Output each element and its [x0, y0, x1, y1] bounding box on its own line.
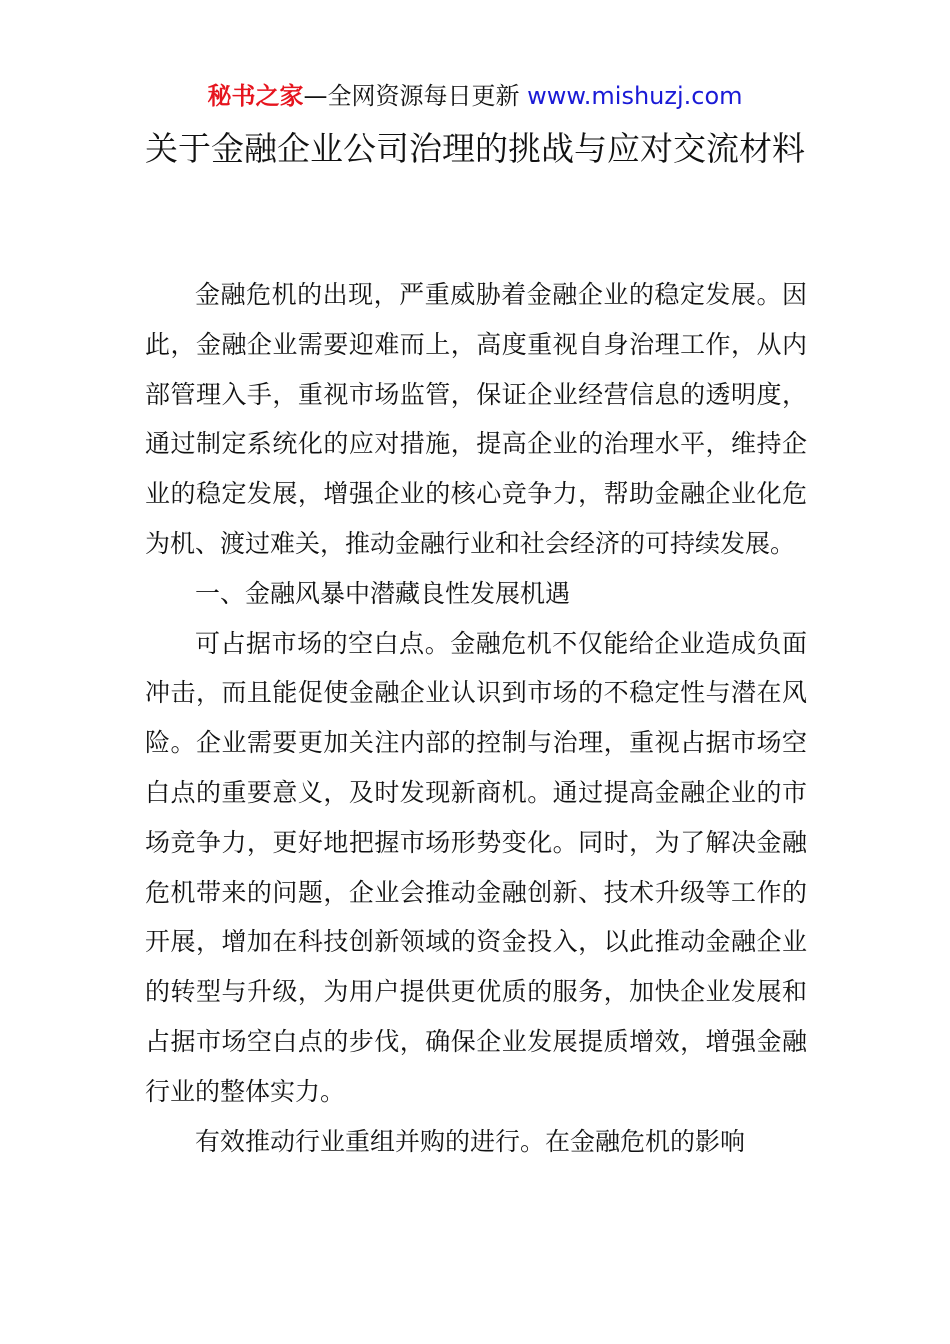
paragraph-intro: 金融危机的出现，严重威胁着金融企业的稳定发展。因此，金融企业需要迎难而上，高度重视自身治理工作，从内部管理入手，重视市场监管，保证企业经营信息的透明度，通过制定系统化的应对措施，提高企业的治理水平，维持企业的稳定发展，增强企业的核心竞争力，帮助金融企业化危为机、渡过难关，推动金融行业和社会经济的可持续发展。	[145, 280, 807, 558]
site-header	[0, 80, 950, 112]
brand-name: 秘书之家	[207, 82, 304, 110]
site-url[interactable]: www.mishuzj.com	[527, 82, 743, 110]
document-body	[145, 270, 807, 1166]
header-tagline: —全网资源每日更新	[303, 82, 528, 110]
paragraph-restructuring: 有效推动行业重组并购的进行。在金融危机的影响	[195, 1126, 746, 1156]
paragraph-market-gap: 可占据市场的空白点。金融危机不仅能给企业造成负面冲击，而且能促使金融企业认识到市场的不稳定性与潜在风险。企业需要更加关注内部的控制与治理，重视占据市场空白点的重要意义，及时发现新商机。通过提高金融企业的市场竞争力，更好地把握市场形势变化。同时，为了解决金融危机带来的问题，企业会推动金融创新、技术升级等工作的开展，增加在科技创新领域的资金投入，以此推动金融企业的转型与升级，为用户提供更优质的服务，加快企业发展和占据市场空白点的步伐，确保企业发展提质增效，增强金融行业的整体实力。	[145, 628, 807, 1106]
section-heading-1: 一、金融风暴中潜藏良性发展机遇	[195, 578, 571, 608]
document-title: 关于金融企业公司治理的挑战与应对交流材料	[145, 129, 805, 168]
